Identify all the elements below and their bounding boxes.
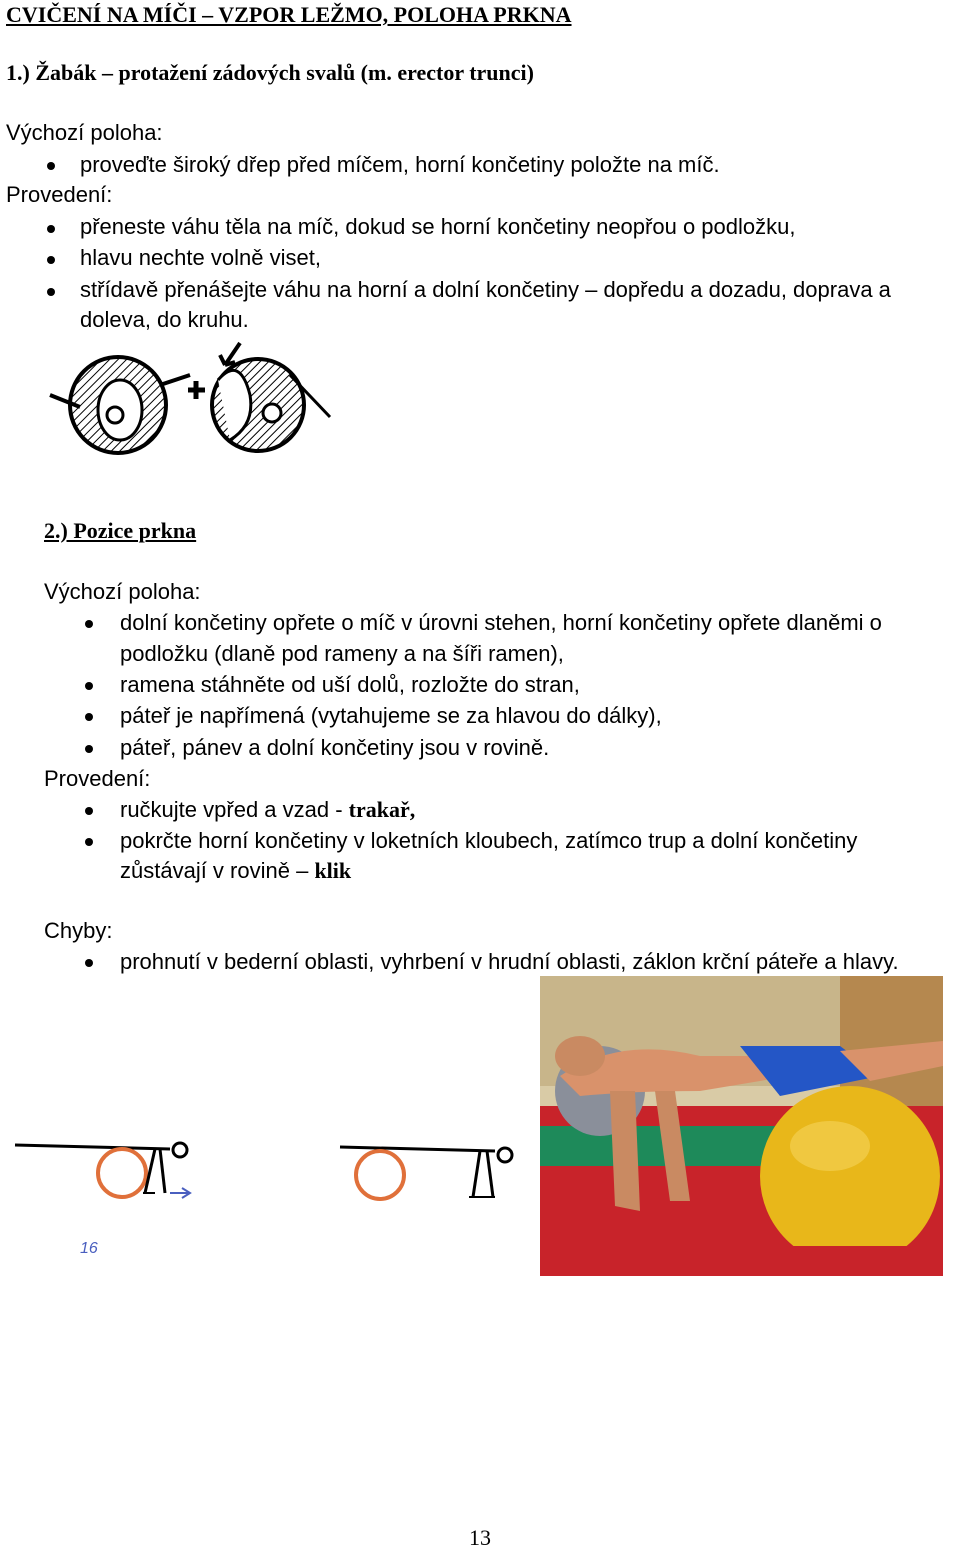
- section2-start-item-cont: podložku (dlaně pod rameny a na šíři ramen),: [120, 641, 564, 666]
- section1-exec-item: hlavu nechte volně viset,: [80, 245, 321, 270]
- bullet-icon: [85, 682, 93, 690]
- bullet-icon: [47, 225, 55, 233]
- bullet-icon: [85, 620, 93, 628]
- section2-start-item: dolní končetiny opřete o míč v úrovni stehen, horní končetiny opřete dlaněmi o: [120, 610, 882, 635]
- section2-heading: 2.) Pozice prkna: [44, 518, 197, 543]
- section2-errors-item: prohnutí v bederní oblasti, vyhrbení v hrudní oblasti, záklon krční páteře a hlavy.: [120, 949, 899, 974]
- ball-sketch-left: [50, 357, 190, 453]
- bullet-icon: [47, 256, 55, 264]
- section1-heading: 1.) Žabák – protažení zádových svalů (m. erector trunci): [6, 60, 534, 85]
- section1-exec-item: přeneste váhu těla na míč, dokud se horní končetiny neopřou o podložku,: [80, 214, 796, 239]
- section2-start-item: ramena stáhněte od uší dolů, rozložte do stran,: [120, 672, 580, 697]
- section2-exec-item-cont: zůstávají v rovině – klik: [120, 858, 352, 883]
- plus-sign: [188, 381, 205, 399]
- section2-start-item: páteř, pánev a dolní končetiny jsou v rovině.: [120, 735, 550, 760]
- bullet-icon: [47, 162, 55, 170]
- section2-start-item: páteř je napřímená (vytahujeme se za hlavou do dálky),: [120, 703, 662, 728]
- section1-start-item: proveďte široký dřep před míčem, horní končetiny položte na míč.: [80, 152, 720, 177]
- page-title: CVIČENÍ NA MÍČI – VZPOR LEŽMO, POLOHA PRKNA: [6, 2, 572, 27]
- plank-on-ball-photo: [540, 976, 943, 1276]
- section1-exec-label: Provedení:: [6, 182, 113, 207]
- section1-exec-item-cont: doleva, do kruhu.: [80, 307, 249, 332]
- bullet-icon: [47, 288, 55, 296]
- bullet-icon: [85, 959, 93, 967]
- section2-exec-item: pokrčte horní končetiny v loketních kloubech, zatímco trup a dolní končetiny: [120, 828, 858, 853]
- page-number: 13: [469, 1525, 491, 1550]
- bullet-icon: [85, 713, 93, 721]
- frog-exercise-sketch: [40, 335, 340, 460]
- plank-diagram-2: [335, 1135, 525, 1210]
- section2-errors-label: Chyby:: [44, 918, 113, 943]
- section1-exec-item: střídavě přenášejte váhu na horní a dolní končetiny – dopředu a dozadu, doprava a: [80, 277, 891, 302]
- bullet-icon: [85, 838, 93, 846]
- section1-start-label: Výchozí poloha:: [6, 120, 163, 145]
- bullet-icon: [85, 807, 93, 815]
- plank-diagram-1: [10, 1135, 200, 1215]
- ball-sketch-right: [212, 343, 330, 451]
- figure-number: 16: [80, 1240, 98, 1257]
- section2-exec-label: Provedení:: [44, 766, 151, 791]
- section2-exec-item: ručkujte vpřed a vzad - trakař,: [120, 797, 416, 822]
- bullet-icon: [85, 745, 93, 753]
- section2-start-label: Výchozí poloha:: [44, 579, 201, 604]
